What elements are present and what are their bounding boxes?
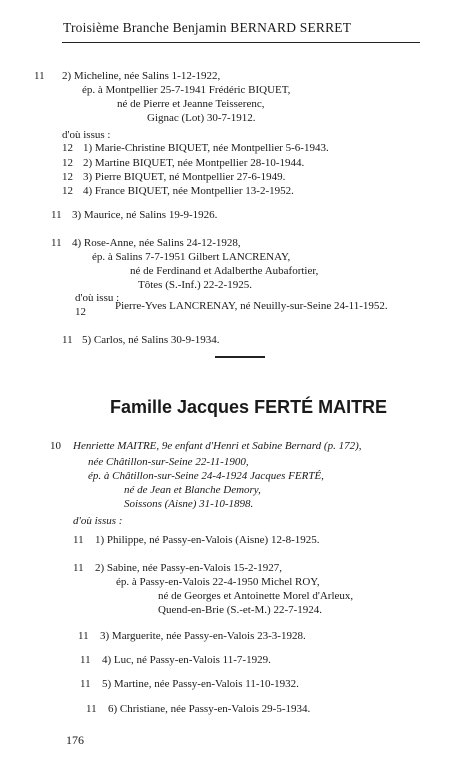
- entry-line: Gignac (Lot) 30-7-1912.: [147, 112, 256, 124]
- entry-line: 6) Christiane, née Passy-en-Valois 29-5-1934.: [108, 703, 311, 715]
- generation-number: 11: [80, 654, 91, 666]
- issue-heading: d'où issus :: [62, 129, 111, 141]
- family-title: Famille Jacques FERTÉ MAITRE: [110, 397, 388, 417]
- issue-heading: d'où issus :: [73, 515, 123, 527]
- entry-line: Tôtes (S.-Inf.) 22-2-1925.: [138, 279, 252, 291]
- entry-line: ép. à Salins 7-7-1951 Gilbert LANCRENAY,: [92, 251, 291, 263]
- generation-number: 11: [80, 678, 91, 690]
- section-separator: [215, 356, 265, 358]
- entry-line: né de Jean et Blanche Demory,: [124, 484, 261, 496]
- generation-number: 12: [62, 185, 73, 197]
- entry-line: Pierre-Yves LANCRENAY, né Neuilly-sur-Seine 24-11-1952.: [115, 300, 388, 312]
- entry-line: 1) Philippe, né Passy-en-Valois (Aisne) 12-8-1925.: [95, 534, 320, 546]
- entry-line: 1) Marie-Christine BIQUET, née Montpellier 5-6-1943.: [83, 142, 329, 154]
- entry-line: 2) Micheline, née Salins 1-12-1922,: [62, 70, 221, 82]
- generation-number: 10: [50, 440, 61, 452]
- entry-line: ép. à Châtillon-sur-Seine 24-4-1924 Jacques FERTÉ,: [88, 470, 324, 482]
- entry-line: 5) Martine, née Passy-en-Valois 11-10-1932.: [102, 678, 299, 690]
- entry-line: 4) Luc, né Passy-en-Valois 11-7-1929.: [102, 654, 271, 666]
- generation-number: 11: [51, 237, 62, 249]
- entry-line: 2) Martine BIQUET, née Montpellier 28-10-1944.: [83, 157, 305, 169]
- generation-number: 12: [75, 306, 86, 318]
- entry-line: 4) Rose-Anne, née Salins 24-12-1928,: [72, 237, 241, 249]
- page-number: 176: [66, 733, 84, 747]
- generation-number: 11: [51, 209, 62, 221]
- generation-number: 11: [34, 70, 45, 82]
- entry-line: Soissons (Aisne) 31-10-1898.: [124, 498, 254, 510]
- generation-number: 12: [62, 171, 73, 183]
- entry-line: née Châtillon-sur-Seine 22-11-1900,: [88, 456, 249, 468]
- issue-heading: d'où issu :: [75, 292, 120, 304]
- entry-line: né de Ferdinand et Adalberthe Aubafortier,: [130, 265, 319, 277]
- entry-line: 3) Pierre BIQUET, né Montpellier 27-6-1949.: [83, 171, 286, 183]
- generation-number: 11: [73, 562, 84, 574]
- generation-number: 12: [62, 142, 73, 154]
- entry-line: 3) Marguerite, née Passy-en-Valois 23-3-1928.: [100, 630, 306, 642]
- entry-line: Quend-en-Brie (S.-et-M.) 22-7-1924.: [158, 604, 323, 616]
- entry-line: 5) Carlos, né Salins 30-9-1934.: [82, 334, 220, 346]
- entry-line: ép. à Montpellier 25-7-1941 Frédéric BIQUET,: [82, 84, 291, 96]
- generation-number: 11: [73, 534, 84, 546]
- generation-number: 11: [62, 334, 73, 346]
- entry-line: né de Pierre et Jeanne Teisserenc,: [117, 98, 265, 110]
- entry-line: Henriette MAITRE, 9e enfant d'Henri et Sabine Bernard (p. 172),: [73, 440, 362, 452]
- entry-line: 2) Sabine, née Passy-en-Valois 15-2-1927,: [95, 562, 282, 574]
- entry-line: 4) France BIQUET, née Montpellier 13-2-1952.: [83, 185, 294, 197]
- header-rule: [62, 42, 420, 43]
- generation-number: 11: [86, 703, 97, 715]
- entry-line: ép. à Passy-en-Valois 22-4-1950 Michel ROY,: [116, 576, 320, 588]
- generation-number: 11: [78, 630, 89, 642]
- running-header: Troisième Branche Benjamin BERNARD SERRET: [63, 20, 352, 35]
- entry-line: né de Georges et Antoinette Morel d'Arleux,: [158, 590, 354, 602]
- generation-number: 12: [62, 157, 73, 169]
- entry-line: 3) Maurice, né Salins 19-9-1926.: [72, 209, 218, 221]
